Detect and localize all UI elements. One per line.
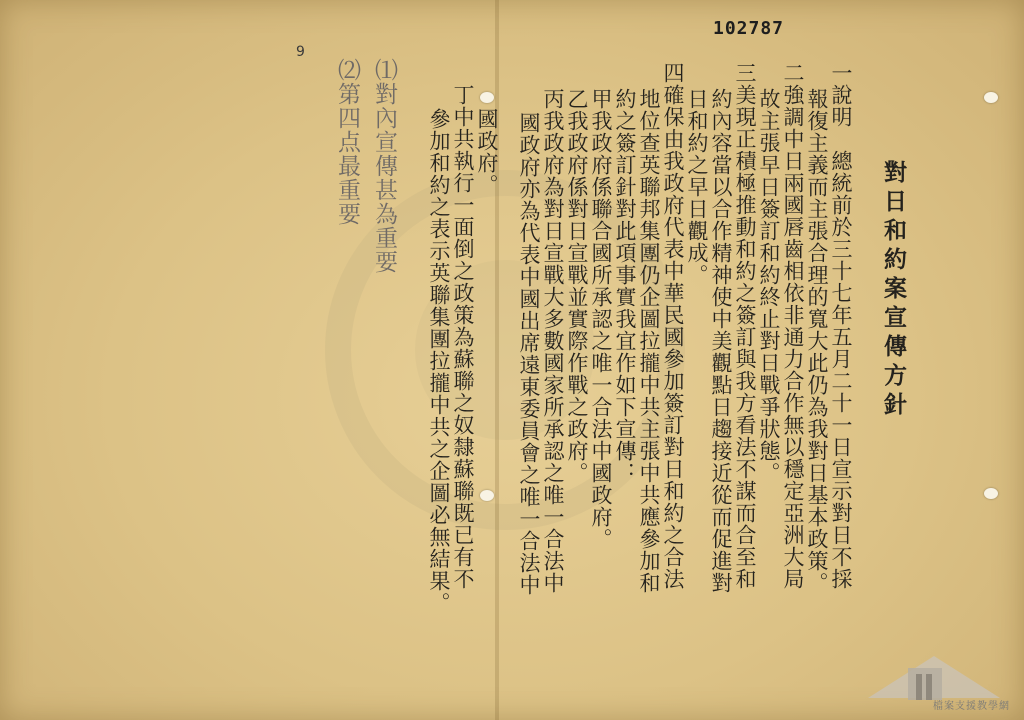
text-column: 報復主義而主張合理的寬大此仍為我對日基本政策。 xyxy=(805,88,829,594)
binding-hole xyxy=(984,488,998,499)
text-column: 日和約之早日觀成。 xyxy=(685,88,709,286)
text-column: 地位查英聯邦集團仍企圖拉攏中共主張中共應參加和 xyxy=(637,88,661,594)
text-column: 二強調中日兩國唇齒相依非通力合作無以穩定亞洲大局 xyxy=(781,62,805,590)
text-column: 參加和約之表示英聯集團拉攏中共之企圖必無結果。 xyxy=(427,108,451,614)
text-column: 四確保由我政府代表中華民國參加簽訂對日和約之合法 xyxy=(661,62,685,590)
binding-hole xyxy=(984,92,998,103)
document-title: 對日和約案宣傳方針 xyxy=(880,160,907,421)
text-column: 丁中共執行一面倒之政策為蘇聯之奴隸蘇聯既已有不 xyxy=(451,84,475,590)
text-column: 乙我政府係對日宣戰並實際作戰之政府。 xyxy=(565,88,589,484)
text-column: 約內容當以合作精神使中美觀點日趨接近從而促進對 xyxy=(709,88,733,594)
text-column: 三美現正積極推動和約之簽訂與我方看法不謀而合至和 xyxy=(733,62,757,590)
handwritten-note: ⑴對內宣傳甚為重要 xyxy=(371,58,397,274)
text-column: 總統前於三十七年五月二十一日宣示對日不採 xyxy=(829,150,853,590)
handwritten-note: ⑵第四点最重要 xyxy=(334,58,360,226)
binding-hole xyxy=(480,490,494,501)
text-column: 甲我政府係聯合國所承認之唯一合法中國政府。 xyxy=(589,88,613,550)
document-number: 102787 xyxy=(713,18,785,39)
text-column: 丙我政府為對日宣戰大多數國家所承認之唯一合法中 xyxy=(541,88,565,594)
text-column: 約之簽訂針對此項事實我宜作如下宣傳： xyxy=(613,88,637,484)
page-number: 9 xyxy=(296,44,305,60)
archive-brand-label: 檔案支援教學網 xyxy=(933,701,1010,712)
text-column: 一說明 xyxy=(829,62,853,128)
text-column: 國政府亦為代表中國出席遠東委員會之唯一合法中 xyxy=(517,112,541,596)
text-column: 故主張早日簽訂和約終止對日戰爭狀態。 xyxy=(757,88,781,484)
text-column: 國政府。 xyxy=(475,108,499,196)
binding-hole xyxy=(480,92,494,103)
